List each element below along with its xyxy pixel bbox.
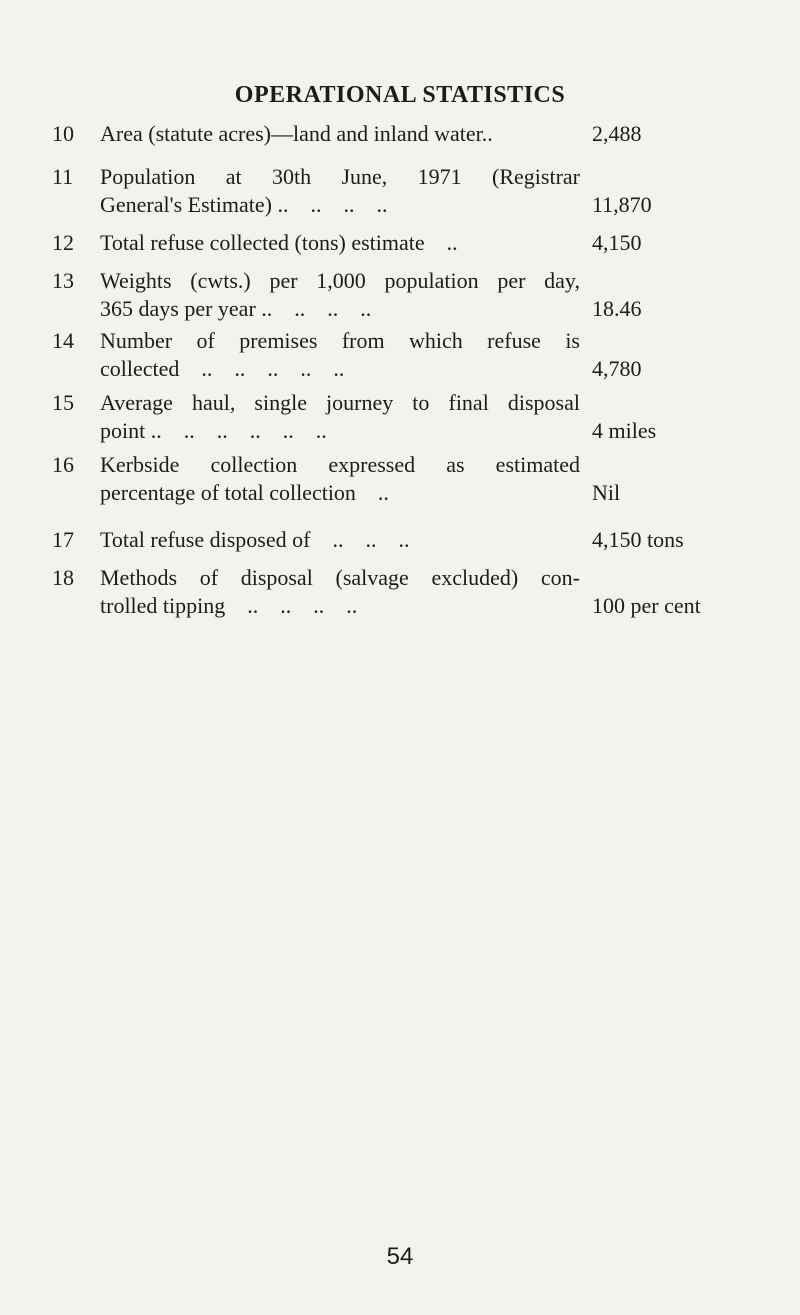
row-description-line: trolled tipping .. .. .. ..: [100, 593, 358, 618]
row-description-line: Population at 30th June, 1971 (Registrar: [100, 164, 580, 189]
row-description: [100, 564, 580, 620]
row-description-line: General's Estimate) .. .. .. ..: [100, 192, 388, 217]
row-description-line: Number of premises from which refuse is: [100, 328, 580, 353]
row-value: 4,150 tons: [592, 527, 684, 552]
row-number: 18: [52, 565, 74, 590]
row-value: 100 per cent: [592, 593, 701, 618]
row-description: [100, 267, 580, 323]
row-value: 2,488: [592, 121, 642, 146]
row-description-line: Area (statute acres)—land and inland water..: [100, 121, 493, 146]
row-value: 11,870: [592, 192, 652, 217]
row-description: [100, 229, 580, 257]
page-title: OPERATIONAL STATISTICS: [234, 82, 566, 108]
row-number: 15: [52, 390, 74, 415]
row-value: 4,780: [592, 356, 642, 381]
row-description: [100, 120, 580, 148]
row-description-line: Kerbside collection expressed as estimated: [100, 452, 580, 477]
row-description-line: percentage of total collection ..: [100, 480, 389, 505]
row-number: 11: [52, 164, 74, 189]
row-description-line: Weights (cwts.) per 1,000 population per day,: [100, 268, 580, 293]
row-number: 16: [52, 452, 74, 477]
row-description: [100, 327, 580, 383]
row-number: 13: [52, 268, 74, 293]
row-description: [100, 526, 580, 554]
row-number: 10: [52, 121, 74, 146]
row-description: [100, 389, 580, 445]
row-description-line: point .. .. .. .. .. ..: [100, 418, 327, 443]
row-description-line: collected .. .. .. .. ..: [100, 356, 345, 381]
row-value: 4 miles: [592, 418, 657, 443]
row-number: 17: [52, 527, 74, 552]
row-description-line: Methods of disposal (salvage excluded) con-: [100, 565, 580, 590]
row-number: 14: [52, 328, 74, 353]
row-description-line: Total refuse disposed of .. .. ..: [100, 527, 410, 552]
row-value: 4,150: [592, 230, 642, 255]
row-value: 18.46: [592, 296, 642, 321]
row-number: 12: [52, 230, 74, 255]
row-value: Nil: [592, 480, 621, 505]
row-description-line: 365 days per year .. .. .. ..: [100, 296, 372, 321]
row-description: [100, 451, 580, 507]
row-description-line: Total refuse collected (tons) estimate ..: [100, 230, 458, 255]
page-number: 54: [386, 1243, 414, 1270]
row-description-line: Average haul, single journey to final disposal: [100, 390, 580, 415]
row-description: [100, 163, 580, 219]
